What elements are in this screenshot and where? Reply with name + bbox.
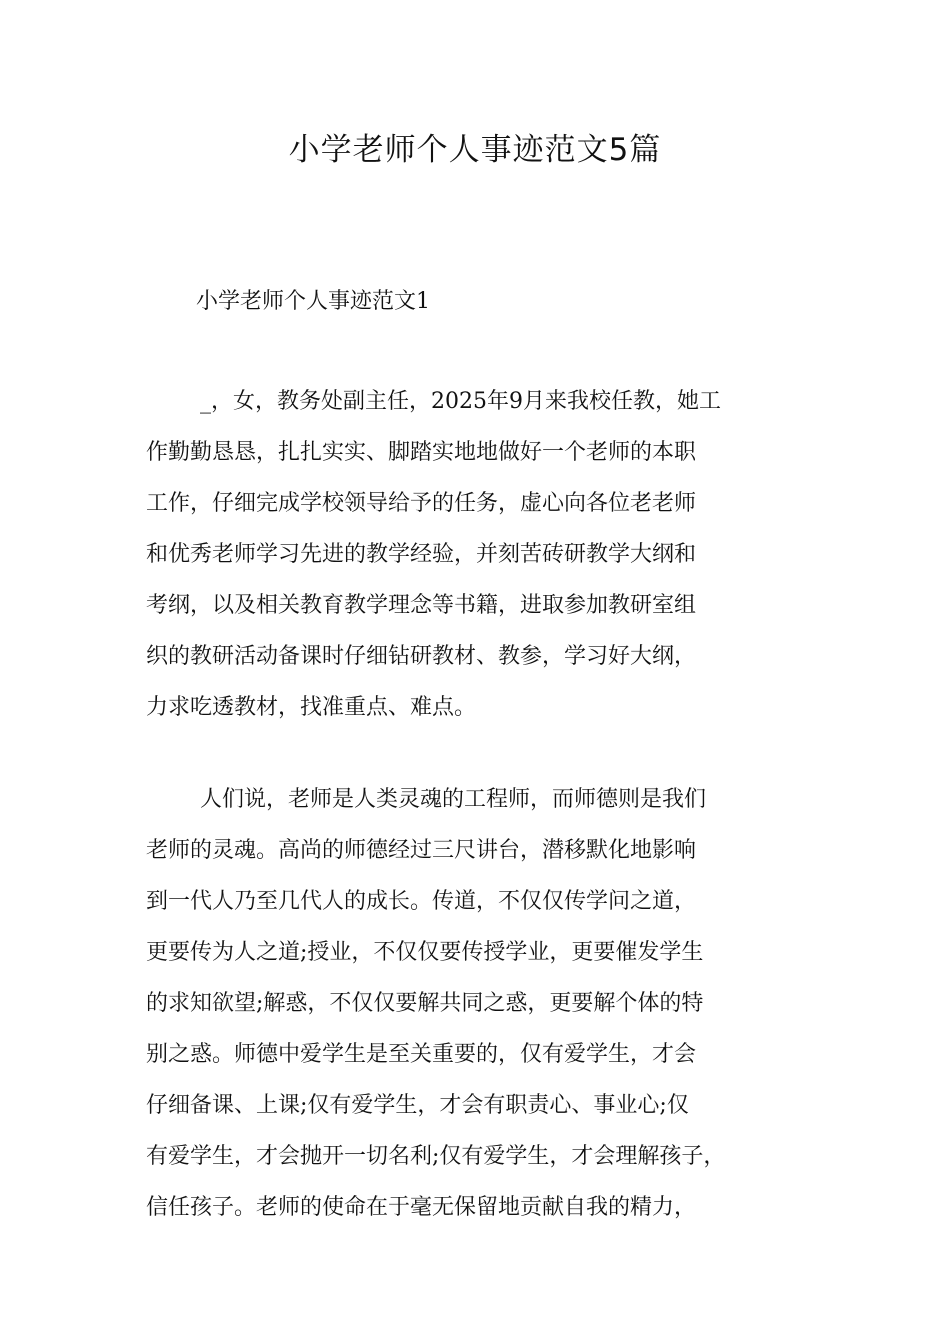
paragraph-line: 更要传为人之道;授业，不仅仅要传授学业，更要催发学生 — [146, 940, 704, 965]
paragraph-line: 别之惑。师德中爱学生是至关重要的，仅有爱学生，才会 — [146, 1042, 697, 1067]
paragraph-line: 人们说，老师是人类灵魂的工程师，而师德则是我们 — [200, 787, 707, 812]
paragraph-1 — [146, 376, 836, 733]
paragraph-line: 的求知欲望;解惑，不仅仅要解共同之惑，更要解个体的特 — [146, 991, 704, 1016]
paragraph-line: 有爱学生，才会抛开一切名利;仅有爱学生，才会理解孩子， — [146, 1144, 726, 1169]
paragraph-line: 仔细备课、上课;仅有爱学生，才会有职责心、事业心;仅 — [146, 1093, 689, 1118]
paragraph-line: _，女，教务处副主任，2025年9月来我校任教，她工 — [200, 389, 721, 414]
paragraph-line: 老师的灵魂。高尚的师德经过三尺讲台，潜移默化地影响 — [146, 838, 697, 863]
paragraph-2 — [146, 774, 836, 1233]
paragraph-line: 力求吃透教材，找准重点、难点。 — [146, 695, 477, 720]
paragraph-line: 考纲，以及相关教育教学理念等书籍，进取参加教研室组 — [146, 593, 697, 618]
paragraph-line: 信任孩子。老师的使命在于毫无保留地贡献自我的精力， — [146, 1195, 697, 1220]
paragraph-line: 作勤勤恳恳，扎扎实实、脚踏实地地做好一个老师的本职 — [146, 440, 697, 465]
paragraph-line: 织的教研活动备课时仔细钻研教材、教参，学习好大纲， — [146, 644, 697, 669]
section-heading: 小学老师个人事迹范文1 — [196, 289, 430, 314]
paragraph-line: 和优秀老师学习先进的教学经验，并刻苦砖研教学大纲和 — [146, 542, 697, 567]
paragraph-line: 到一代人乃至几代人的成长。传道，不仅仅传学问之道， — [146, 889, 697, 914]
document-title: 小学老师个人事迹范文5篇 — [288, 132, 662, 168]
paragraph-line: 工作，仔细完成学校领导给予的任务，虚心向各位老老师 — [146, 491, 697, 516]
